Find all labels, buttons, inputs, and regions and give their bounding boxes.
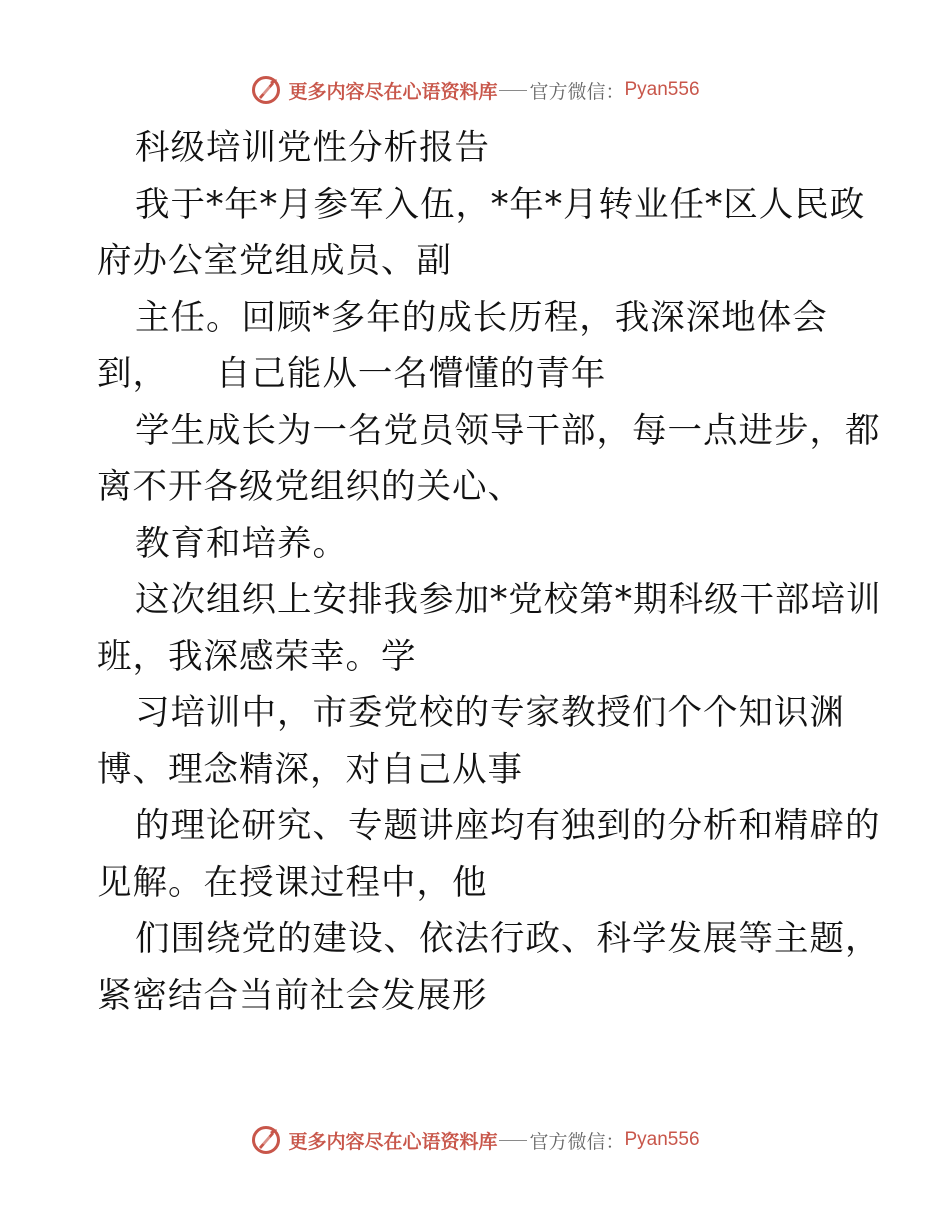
text-line: 学生成长为一名党员领导干部，每一点进步，都 [135,410,881,451]
document-body [97,120,882,1024]
text-line: 紧密结合当前社会发展形 [97,975,488,1016]
banner-text: 更多内容尽在心语资料库 [288,80,498,103]
text-line: 教育和培养。 [135,523,348,564]
text-line: 我于*年*月参军入伍，*年*月转业任*区人民政 [135,184,866,225]
text-line: 的理论研究、专题讲座均有独到的分析和精辟的 [135,806,881,846]
text-line: 到， 自己能从一名懵懂的青年 [97,354,607,394]
banner-dash [499,1140,527,1141]
banner-text: 更多内容尽在心语资料库 [288,1130,498,1153]
banner-wechat-id: Pyan556 [624,79,700,100]
quill-logo-icon [250,1124,282,1156]
banner-wechat-label: 官方微信： [529,1130,625,1153]
text-line: 们围绕党的建设、依法行政、科学发展等主题， [135,919,881,959]
text-line: 府办公室党组成员、副 [97,241,452,281]
text-line: 主任。回顾*多年的成长历程，我深深地体会 [135,297,828,338]
header-banner [0,70,950,110]
text-line: 见解。在授课过程中，他 [97,862,488,903]
text-line: 习培训中，市委党校的专家教授们个个知识渊 [135,693,845,733]
footer-banner [0,1120,950,1160]
text-line: 博、理念精深，对自己从事 [97,749,523,790]
text-line: 离不开各级党组织的关心、 [97,467,523,507]
text-line: 班，我深感荣幸。学 [97,636,417,677]
text-line: 这次组织上安排我参加*党校第*期科级干部培训 [135,580,882,620]
banner-wechat-id: Pyan556 [624,1129,700,1150]
banner-wechat-label: 官方微信： [529,80,625,103]
quill-logo-icon [250,74,282,106]
banner-dash [499,90,527,91]
document-title: 科级培训党性分析报告 [135,128,490,168]
